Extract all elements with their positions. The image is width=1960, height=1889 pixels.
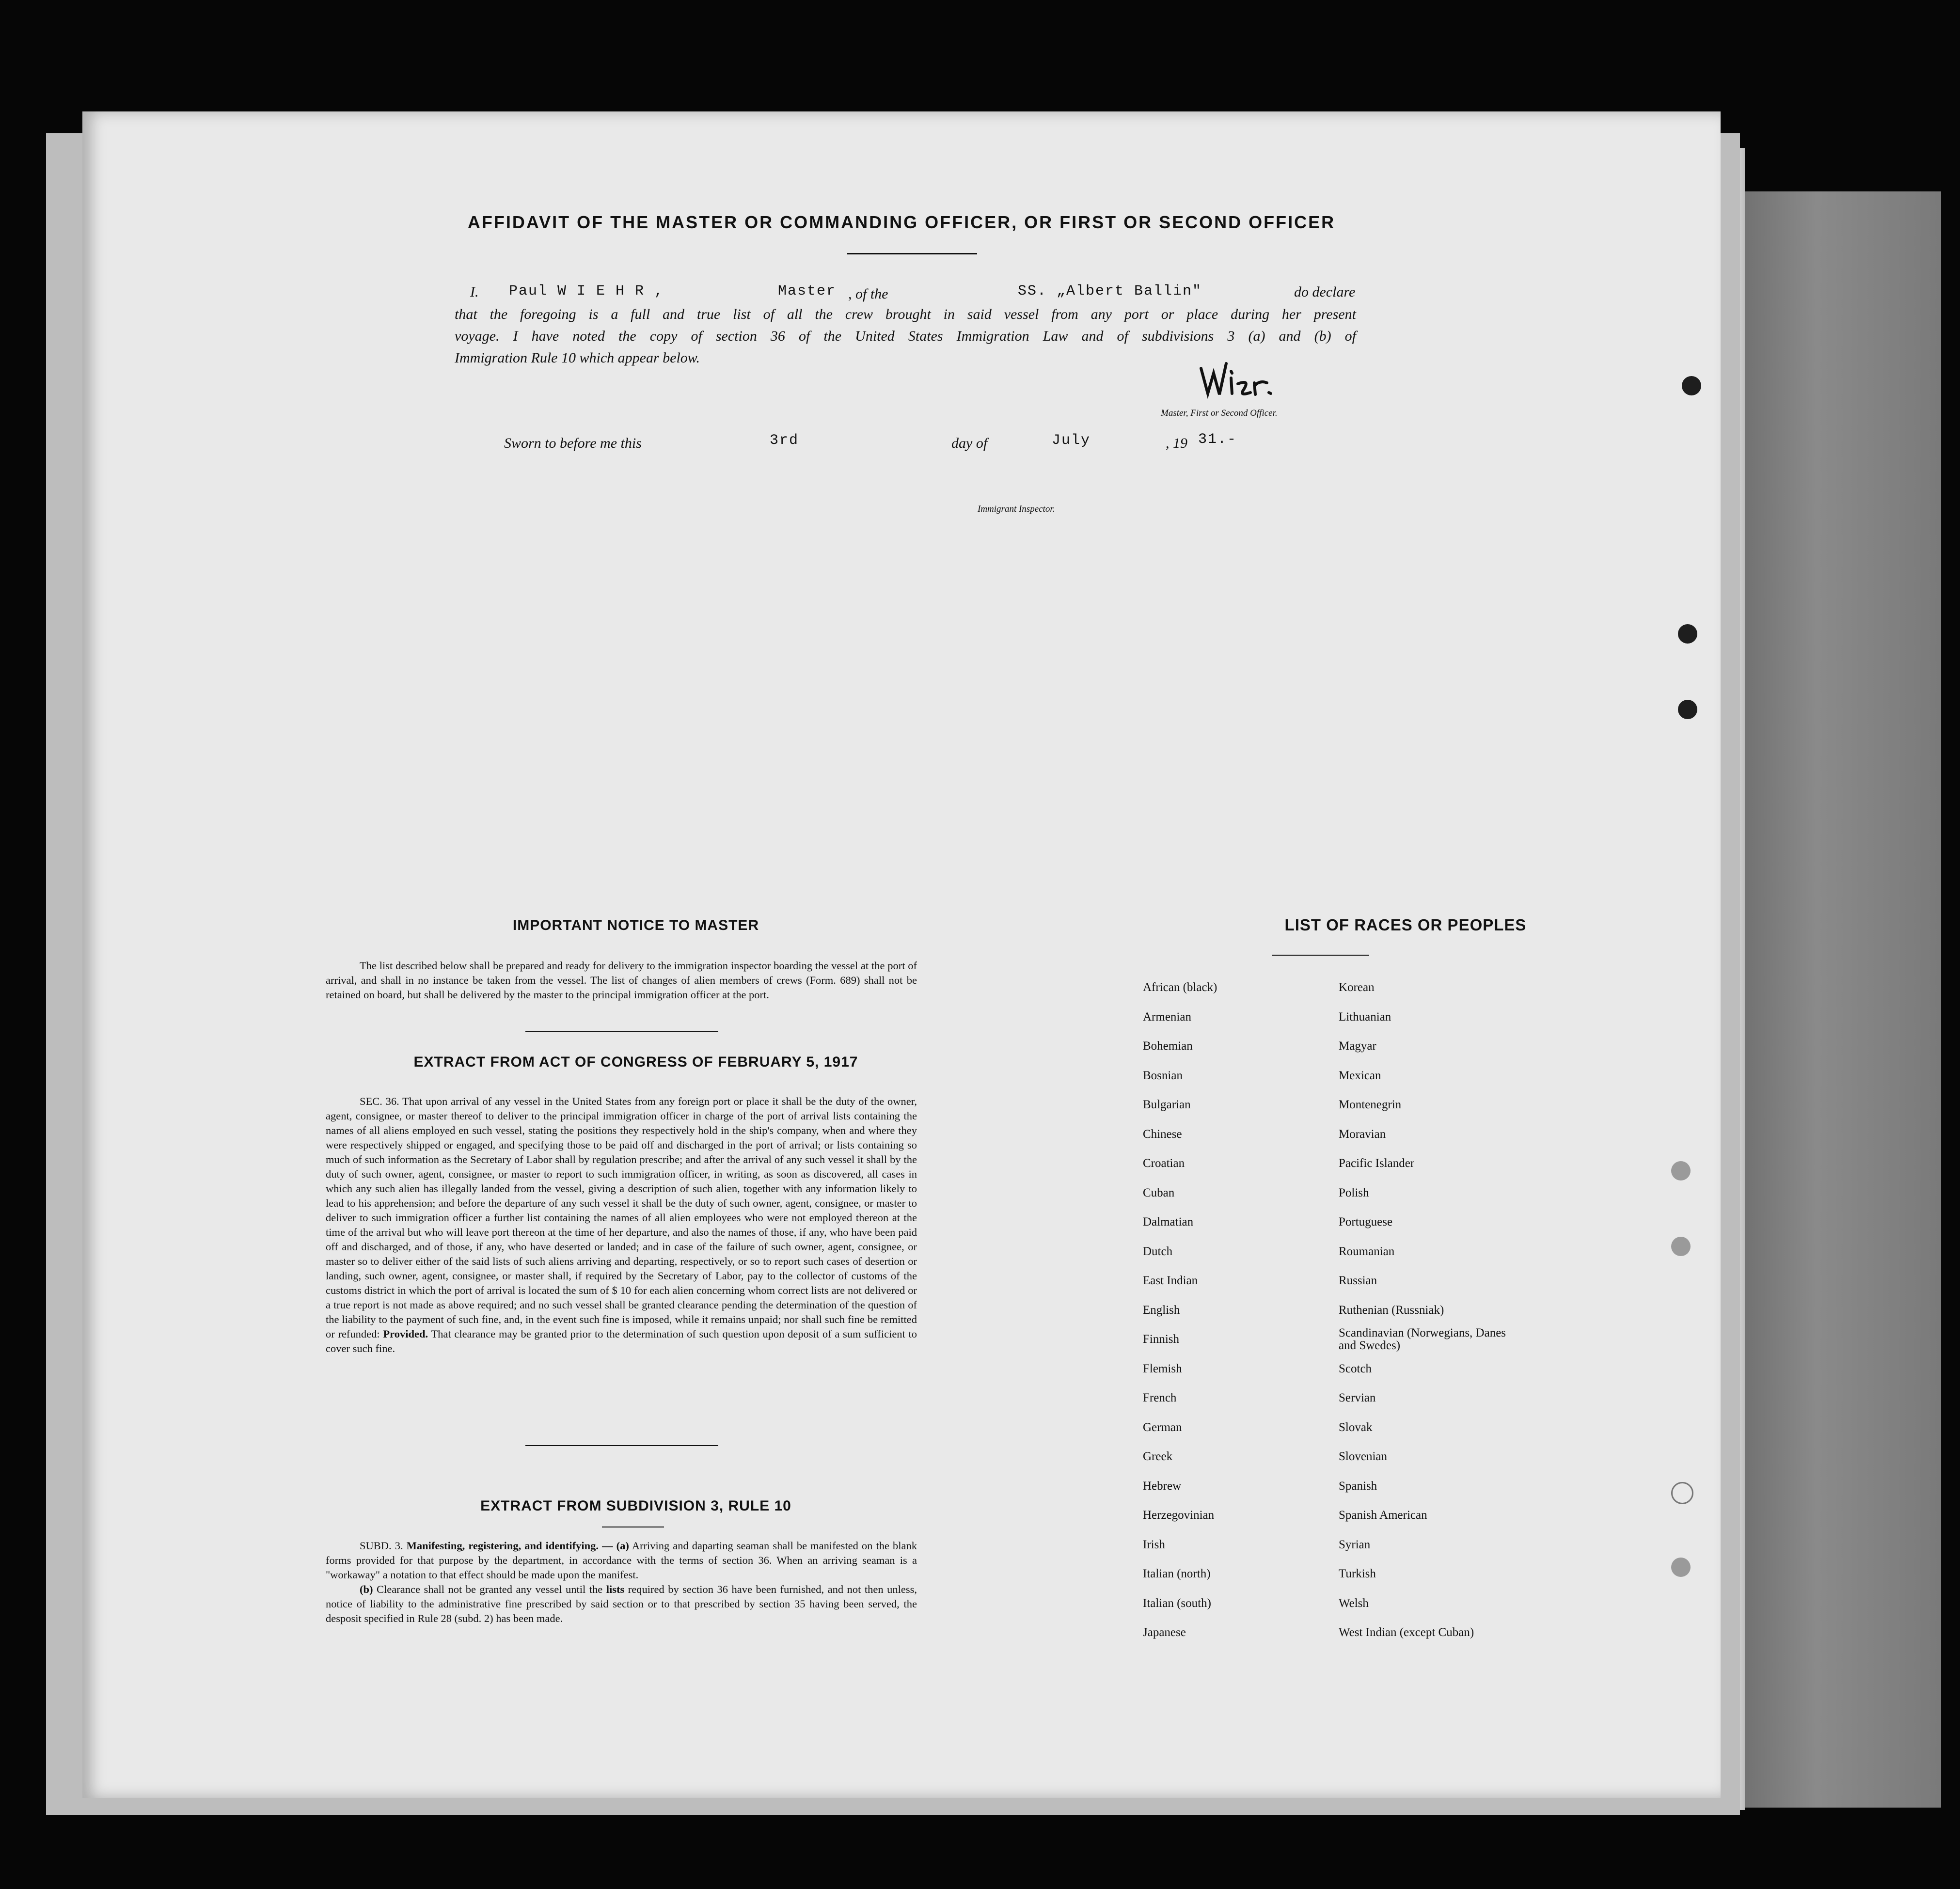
act-rule bbox=[525, 1445, 718, 1446]
races-column-2 bbox=[1339, 973, 1513, 1648]
subd-b-lists: lists bbox=[606, 1583, 625, 1595]
rule10-sub-b bbox=[326, 1582, 917, 1626]
race-item: Mexican bbox=[1339, 1069, 1381, 1082]
notice-paragraph: The list described below shall be prepared and ready for delivery to the immigration inspector boarding the vessel at the port of arrival, and shall in no instance be taken from the vessel. The list of changes of alien members of crews (Form. 689) shall not be retained on board, but shall be delivered by the master to the principal immigration officer at the port. bbox=[326, 960, 917, 1001]
title-rule bbox=[847, 253, 977, 254]
race-item: West Indian (except Cuban) bbox=[1339, 1626, 1474, 1639]
sworn-day: 3rd bbox=[770, 432, 799, 449]
race-item: Bosnian bbox=[1143, 1069, 1183, 1082]
race-item: Scotch bbox=[1339, 1362, 1372, 1375]
race-item: African (black) bbox=[1143, 981, 1217, 994]
race-item: Magyar bbox=[1339, 1039, 1376, 1053]
affidavit-line-3: voyage. I have noted the copy of section 36 of the United States Immigration Law and of subdivisions 3 (a) and (b) of bbox=[455, 328, 1356, 344]
punch-hole bbox=[1671, 1237, 1691, 1256]
sworn-label: Sworn to before me this bbox=[504, 435, 642, 451]
of-the-label: , of the bbox=[848, 286, 888, 302]
subd-heading: Manifesting, registering, and identifying. bbox=[406, 1540, 599, 1552]
master-name: Paul W I E H R , bbox=[509, 283, 664, 299]
race-item: German bbox=[1143, 1420, 1182, 1434]
document-page bbox=[82, 111, 1721, 1798]
race-item: Dalmatian bbox=[1143, 1215, 1194, 1228]
day-of-label: day of bbox=[951, 435, 988, 451]
affidavit-intro: I. bbox=[470, 284, 479, 300]
race-item: English bbox=[1143, 1303, 1180, 1317]
rule10-sub-a bbox=[326, 1539, 917, 1582]
act-paragraph bbox=[326, 1094, 917, 1356]
act-title: EXTRACT FROM ACT OF CONGRESS OF FEBRUARY 5, 1917 bbox=[413, 1054, 858, 1070]
notice-title: IMPORTANT NOTICE TO MASTER bbox=[512, 917, 759, 933]
race-item: Portuguese bbox=[1339, 1215, 1393, 1228]
race-item: Servian bbox=[1339, 1391, 1376, 1404]
race-item: Welsh bbox=[1339, 1596, 1369, 1610]
act-text bbox=[326, 1094, 917, 1356]
races-column-1 bbox=[1143, 973, 1217, 1648]
act-provided: Provided. bbox=[383, 1328, 428, 1340]
race-item: French bbox=[1143, 1391, 1177, 1404]
punch-hole bbox=[1678, 700, 1697, 719]
race-item: Korean bbox=[1339, 981, 1375, 994]
notice-text bbox=[326, 959, 917, 1002]
subd-label: SUBD. 3. bbox=[360, 1540, 403, 1552]
subd-b-marker: (b) bbox=[360, 1583, 373, 1595]
race-item: Italian (south) bbox=[1143, 1596, 1211, 1610]
races-rule bbox=[1272, 955, 1369, 956]
subd-b-text-2: required by section 36 have been furnished, and not then unless, notice of liability to the administrative fine prescribed by said section or to that prescribed by section 35 having been served, the desposit specified in Rule 28 (subd. 2) has been made. bbox=[326, 1583, 917, 1624]
race-item: Moravian bbox=[1339, 1127, 1386, 1141]
race-item: Montenegrin bbox=[1339, 1098, 1402, 1111]
race-item: East Indian bbox=[1143, 1274, 1198, 1287]
race-item: Croatian bbox=[1143, 1157, 1185, 1170]
race-item: Pacific Islander bbox=[1339, 1157, 1415, 1170]
race-item: Chinese bbox=[1143, 1127, 1182, 1141]
race-item: Flemish bbox=[1143, 1362, 1182, 1375]
subd-a-text: Arriving and daparting seaman shall be manifested on the blank forms provided for that purpose by the department, in accordance with the terms of section 36. When an arriving seaman is a "workaway" a notation to that effect should be made upon the manifest. bbox=[326, 1540, 917, 1581]
vessel-name: SS. „Albert Ballin" bbox=[1018, 283, 1202, 299]
punch-hole bbox=[1682, 376, 1701, 395]
subd-b-text-1: Clearance shall not be granted any vessel until the bbox=[377, 1583, 603, 1595]
race-item: Irish bbox=[1143, 1538, 1165, 1551]
notice-rule bbox=[525, 1031, 718, 1032]
signature-caption: Master, First or Second Officer. bbox=[1161, 408, 1278, 418]
subd-a-marker: — (a) bbox=[602, 1540, 629, 1552]
race-item: Dutch bbox=[1143, 1244, 1173, 1258]
race-item: Herzegovinian bbox=[1143, 1509, 1215, 1522]
race-item: Syrian bbox=[1339, 1538, 1371, 1551]
master-rank: Master bbox=[778, 283, 837, 299]
race-item: Slovenian bbox=[1339, 1450, 1387, 1463]
race-item: Turkish bbox=[1339, 1567, 1376, 1580]
race-item: Armenian bbox=[1143, 1010, 1191, 1023]
affidavit-title: AFFIDAVIT OF THE MASTER OR COMMANDING OFFICER, OR FIRST OR SECOND OFFICER bbox=[467, 212, 1336, 232]
race-item: Spanish bbox=[1339, 1479, 1377, 1493]
race-item: Scandinavian (Norwegians, Danes and Swedes) bbox=[1339, 1326, 1506, 1352]
race-item: Russian bbox=[1339, 1274, 1377, 1287]
race-item: Slovak bbox=[1339, 1420, 1373, 1434]
punch-hole bbox=[1671, 1558, 1691, 1577]
punch-hole bbox=[1671, 1161, 1691, 1181]
race-item: Japanese bbox=[1143, 1626, 1186, 1639]
race-item: Italian (north) bbox=[1143, 1567, 1211, 1580]
race-item: Bulgarian bbox=[1143, 1098, 1191, 1111]
rule10-title: EXTRACT FROM SUBDIVISION 3, RULE 10 bbox=[480, 1498, 791, 1514]
do-declare-label: do declare bbox=[1294, 284, 1356, 300]
race-item: Roumanian bbox=[1339, 1244, 1395, 1258]
race-item: Bohemian bbox=[1143, 1039, 1193, 1053]
race-item: Cuban bbox=[1143, 1186, 1175, 1199]
race-item: Greek bbox=[1143, 1450, 1173, 1463]
race-item: Spanish American bbox=[1339, 1509, 1427, 1522]
races-title: LIST OF RACES OR PEOPLES bbox=[1284, 916, 1527, 934]
punch-hole bbox=[1671, 1482, 1693, 1504]
year-suffix: 31.- bbox=[1198, 431, 1237, 448]
race-item: Ruthenian (Russniak) bbox=[1339, 1303, 1444, 1317]
race-item: Hebrew bbox=[1143, 1479, 1182, 1493]
race-item: Lithuanian bbox=[1339, 1010, 1391, 1023]
race-item: Polish bbox=[1339, 1186, 1369, 1199]
act-body: SEC. 36. That upon arrival of any vessel in the United States from any foreign port or place it shall be the duty of the owner, agent, consignee, or master thereof to deliver to the principal immigration officer in charge of the port of arrival lists containing the names of all aliens employed en such vessel, stating the positions they respectively hold in the ship's company, when and where they were respectively shipped or engaged, and specifying those to be paid off and discharged in the port of arrival; or lists containing so much of such information as the Secretary of Labor shall by regulation prescribe; and after the arrival of any such vessel it shall by the duty of such owner, agent, consignee, or master to report to such immigration officer, in writing, as soon as discovered, all cases in which any such alien has illegally landed from the vessel, giving a description of such alien, together with any information likely to lead to his apprehension; and before the departure of any such vessel it shall be the duty of such owner, agent, consignee, or master to deliver to such immigration officer a further list containing the names of all alien employees who were not employed thereon at the time of the arrival but who will leave port thereon at the time of her departure, and also the names of those, if any, who have been paid off and discharged, and of those, if any, who have deserted or landed; and in case of the failure of such owner, agent, consignee, or master so to deliver either of the said lists of such aliens arriving and departing, respectively, or so to report such cases of desertion or landing, such owner, agent, consignee, or master shall, if required by the Secretary of Labor, pay to the collector of customs of the customs district in which the port of arrival is located the sum of $ 10 for each alien concerning whom correct lists are not delivered or a true report is not made as above required; and no such vessel shall be granted clearance pending the determination of the question of the liability to the payment of such fine, and, in the event such fine is imposed, while it remains unpaid; nor shall such fine be remitted or refunded: bbox=[326, 1095, 917, 1340]
master-signature bbox=[1197, 354, 1275, 402]
inspector-caption: Immigrant Inspector. bbox=[978, 504, 1055, 514]
race-item: Finnish bbox=[1143, 1333, 1180, 1346]
sworn-month: July bbox=[1052, 432, 1091, 449]
punch-hole bbox=[1678, 624, 1697, 644]
act-body-end: That clearance may be granted prior to the determination of such question upon deposit of a sum sufficient to cover such fine. bbox=[326, 1328, 917, 1354]
back-sheet bbox=[1733, 191, 1941, 1808]
year-prefix: , 19 bbox=[1166, 435, 1187, 451]
rule10-text bbox=[326, 1539, 917, 1626]
affidavit-line-4: Immigration Rule 10 which appear below. bbox=[455, 350, 700, 366]
affidavit-line-2: that the foregoing is a full and true list of all the crew brought in said vessel from any port or place during her present bbox=[455, 306, 1356, 322]
